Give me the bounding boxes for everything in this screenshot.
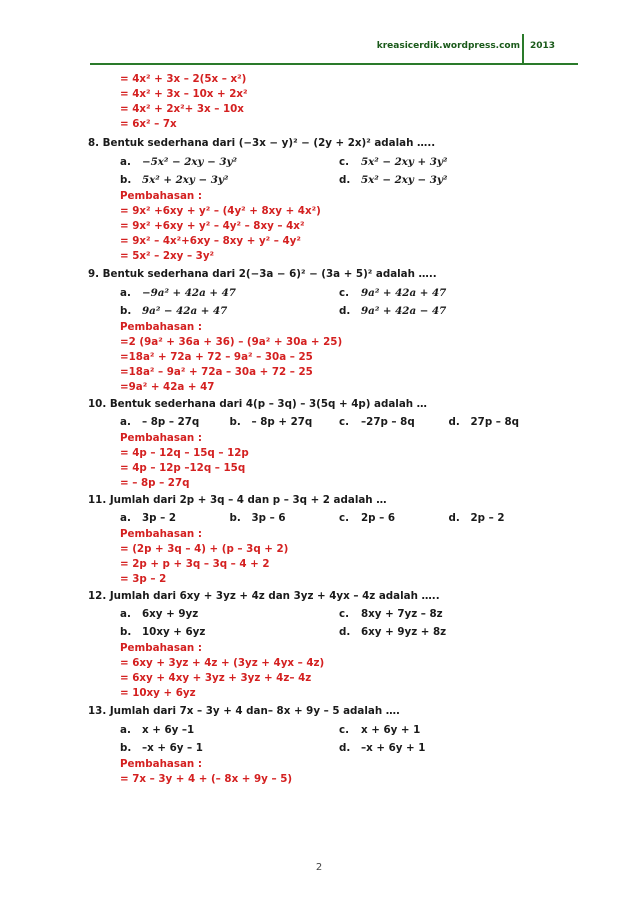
option-label: d. [339,304,351,317]
option-a: −5x² − 2xy − 3y² [142,155,237,168]
question-title: 9. Bentuk sederhana dari 2(−3a − 6)² − (3a + 5)² adalah ….. [88,268,437,280]
solution [88,757,558,787]
solution [88,431,558,491]
solution-line: = 4p – 12q – 15q – 12p [120,447,249,459]
solution-heading: Pembahasan : [120,528,202,540]
option-d: 27p – 8q [470,415,520,428]
page-header [0,0,638,70]
option-label: b. [229,415,241,428]
solution-heading: Pembahasan : [120,190,202,202]
option-label: d. [448,415,460,428]
header-rule [90,63,578,65]
option-a: 6xy + 9yz [142,607,199,620]
option-label: a. [120,723,131,736]
solution-line: = 9x² +6xy + y² – 4y² – 8xy – 4x² [120,220,305,232]
option-label: a. [120,286,131,299]
option-label: c. [339,511,350,524]
solution-line: = 4x² + 2x²+ 3x – 10x [120,103,244,115]
solution-line: = 5x² – 2xy – 3y² [120,250,215,262]
option-label: d. [339,173,351,186]
option-a: −9a² + 42a + 47 [142,286,236,299]
page-number: 2 [315,862,323,873]
solution-line: = 10xy + 6yz [120,687,196,699]
option-d: 5x² − 2xy − 3y² [361,173,448,186]
option-label: a. [120,155,131,168]
solution-line: = 6x² – 7x [120,118,177,130]
option-label: c. [339,723,350,736]
solution-line: = 4x² + 3x – 2(5x – x²) [120,73,247,85]
question-10 [88,395,558,491]
solution-heading: Pembahasan : [120,321,202,333]
solution-line: =9a² + 42a + 47 [120,381,215,393]
option-c: 2p – 6 [361,511,396,524]
option-c: 5x² − 2xy + 3y² [361,155,448,168]
solution-heading: Pembahasan : [120,642,202,654]
option-label: a. [120,511,131,524]
option-label: b. [120,173,132,186]
site-url: kreasicerdik.wordpress.com [376,41,520,51]
question-title: 12. Jumlah dari 6xy + 3yz + 4z dan 3yz + 4yx – 4z adalah ….. [88,590,440,602]
option-a: – 8p – 27q [142,415,200,428]
solution [88,527,558,587]
option-b: 5x² + 2xy − 3y² [142,173,229,186]
question-12 [88,587,558,701]
solution-line: =18a² + 72a + 72 – 9a² – 30a – 25 [120,351,313,363]
solution-line: = 6xy + 3yz + 4z + (3yz + 4yx – 4z) [120,657,325,669]
solution-line: = 6xy + 4xy + 3yz + 3yz + 4z– 4z [120,672,312,684]
solution [88,320,558,395]
question-13 [88,701,558,787]
option-label: a. [120,607,131,620]
intro-solution [88,72,558,132]
option-b: 9a² − 42a + 47 [142,304,228,317]
option-label: c. [339,415,350,428]
solution-line: =2 (9a² + 36a + 36) – (9a² + 30a + 25) [120,336,343,348]
solution-line: = 2p + p + 3q – 3q – 4 + 2 [120,558,270,570]
solution [88,641,558,701]
solution-line: = 4x² + 3x – 10x + 2x² [120,88,248,100]
option-c: 8xy + 7yz – 8z [361,607,443,620]
question-title: 13. Jumlah dari 7x – 3y + 4 dan– 8x + 9y – 5 adalah …. [88,705,400,717]
option-d: 2p – 2 [470,511,505,524]
question-title: 8. Bentuk sederhana dari (−3x − y)² − (2y + 2x)² adalah ….. [88,137,436,149]
option-label: c. [339,286,350,299]
question-9 [88,264,558,395]
header-year: 2013 [530,41,556,51]
option-label: c. [339,155,350,168]
option-label: b. [120,625,132,638]
question-11 [88,491,558,587]
option-label: b. [120,304,132,317]
solution-line: = – 8p – 27q [120,477,190,489]
solution-line: = 9x² +6xy + y² – (4y² + 8xy + 4x²) [120,205,321,217]
option-b: 10xy + 6yz [142,625,206,638]
solution-line: = 4p – 12p –12q – 15q [120,462,246,474]
option-label: d. [448,511,460,524]
solution-line: = 7x – 3y + 4 + (– 8x + 9y – 5) [120,773,293,785]
solution-heading: Pembahasan : [120,432,202,444]
option-label: b. [120,741,132,754]
header-divider [522,34,524,64]
option-d: 9a² + 42a − 47 [361,304,447,317]
option-a: 3p – 2 [142,511,177,524]
option-c: x + 6y + 1 [361,723,421,736]
option-label: a. [120,415,131,428]
solution-line: = 9x² – 4x²+6xy – 8xy + y² – 4y² [120,235,301,247]
option-label: d. [339,741,351,754]
question-title: 10. Bentuk sederhana dari 4(p – 3q) – 3(5q + 4p) adalah … [88,398,427,410]
option-a: x + 6y –1 [142,723,195,736]
solution [88,189,558,264]
option-b: 3p – 6 [251,511,286,524]
option-b: –x + 6y – 1 [142,741,203,754]
question-8 [88,133,558,264]
solution-line: = 3p – 2 [120,573,167,585]
option-d: –x + 6y + 1 [361,741,426,754]
option-label: c. [339,607,350,620]
option-b: – 8p + 27q [251,415,313,428]
solution-heading: Pembahasan : [120,758,202,770]
page-content [88,72,558,787]
option-label: b. [229,511,241,524]
option-c: 9a² + 42a + 47 [361,286,447,299]
solution-line: = (2p + 3q – 4) + (p – 3q + 2) [120,543,289,555]
option-c: –27p – 8q [361,415,415,428]
question-title: 11. Jumlah dari 2p + 3q – 4 dan p – 3q + 2 adalah … [88,494,387,506]
solution-line: =18a² – 9a² + 72a – 30a + 72 – 25 [120,366,313,378]
option-d: 6xy + 9yz + 8z [361,625,447,638]
option-label: d. [339,625,351,638]
